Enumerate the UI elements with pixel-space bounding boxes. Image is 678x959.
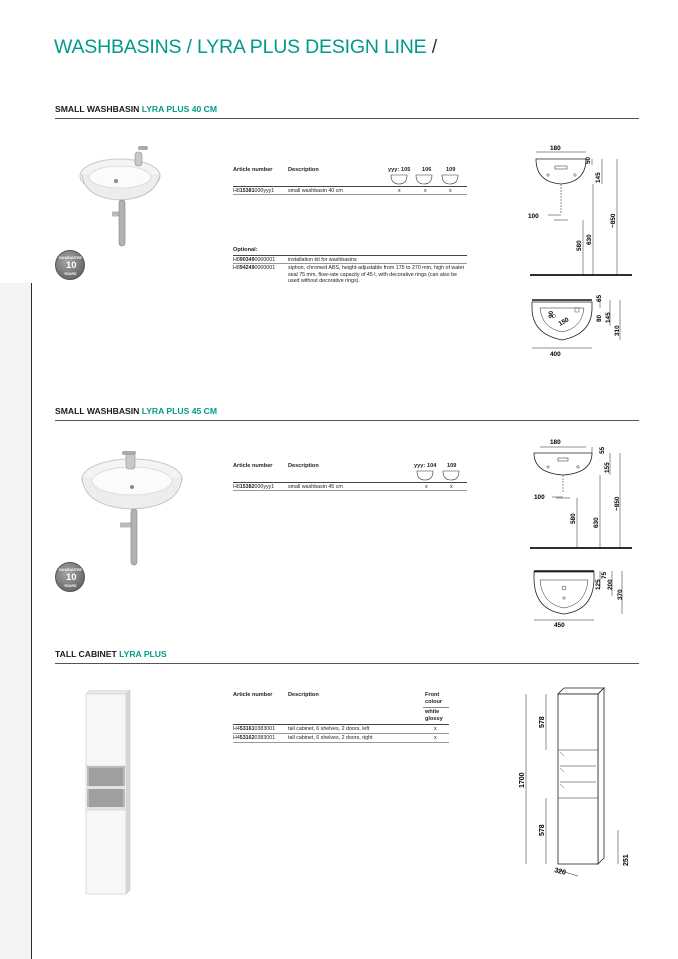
col-front-colour-header: Front colour — [425, 692, 443, 705]
col-description-header: Description — [288, 692, 319, 698]
washbasin-40-top-drawing — [520, 288, 638, 360]
row-mark: x — [434, 726, 437, 732]
dim-320: 320 — [553, 867, 567, 877]
dim-580: 580 — [570, 513, 577, 524]
variant-104: 104 — [427, 463, 437, 469]
washbasin-40-front-drawing — [520, 140, 638, 282]
col-article-header: Article number — [233, 463, 273, 469]
dim-450: 450 — [554, 622, 565, 629]
dim-630: 630 — [586, 234, 593, 245]
dim-125: 125 — [595, 579, 602, 590]
washbasin-40-image — [72, 140, 172, 252]
row-description: tall cabinet, 6 shelves, 2 doors, left — [288, 726, 370, 732]
dim-1700: 1700 — [519, 772, 526, 788]
section-title-green: LYRA PLUS 40 CM — [141, 104, 218, 114]
col-yyy-label: yyy: — [388, 167, 400, 173]
tall-cabinet-image — [84, 690, 134, 895]
guarantee-bottom-text: YEARS — [64, 272, 77, 276]
page-title-text: WASHBASINS / LYRA PLUS DESIGN LINE — [54, 36, 427, 58]
dim-65: 65 — [596, 294, 603, 302]
row-mark: x — [424, 188, 427, 194]
dim-580: 580 — [576, 240, 583, 251]
article-number: H815382000yyy1 — [233, 484, 275, 490]
guarantee-badge — [55, 250, 85, 280]
dim-80: 80 — [596, 314, 603, 322]
variant-basin-icons — [390, 174, 470, 185]
row-description: siphon, chromed ABS, height-adjustable from 175 to 270 mm, high of water seal 75 mm, flow-rate capacity of 45 l, with decorative rings (can also be used without decorative rings). — [288, 265, 465, 285]
dim-578-top: 578 — [539, 716, 546, 728]
variant-109: 109 — [447, 463, 457, 469]
dim-width-180: 180 — [550, 145, 561, 152]
article-number: H4531610383001 — [233, 726, 276, 732]
section-heading-lyra-40 — [55, 104, 639, 119]
optional-table-lyra-40 — [233, 247, 467, 287]
tall-cabinet-drawing — [508, 680, 638, 880]
table-tall-cabinet — [233, 690, 449, 743]
table-row — [233, 255, 467, 263]
dim-630: 630 — [593, 517, 600, 528]
row-description: installation kit for washbasins — [288, 257, 357, 263]
dim-75: 75 — [601, 571, 608, 579]
article-number: H4531620383001 — [233, 735, 276, 741]
row-mark: x — [449, 188, 452, 194]
variant-basin-icons — [416, 470, 470, 481]
table-row — [233, 733, 449, 742]
dim-90: 90 — [548, 310, 555, 318]
table-lyra-40 — [233, 166, 467, 195]
article-number: H8903490000001 — [233, 257, 276, 263]
dim-578-bottom: 578 — [539, 824, 546, 836]
section-title-black: SMALL WASHBASIN — [55, 406, 142, 416]
row-mark: x — [434, 735, 437, 741]
dim-50: 50 — [585, 156, 592, 164]
row-description: tall cabinet, 6 shelves, 2 doors, right — [288, 735, 373, 741]
table-row — [233, 724, 449, 733]
table-lyra-45 — [233, 462, 467, 491]
dim-850: ~850 — [614, 496, 621, 511]
table-row — [233, 482, 467, 490]
col-yyy-label: yyy: — [414, 463, 426, 469]
dim-145: 145 — [605, 312, 612, 323]
front-colour-white-glossy: white glossy — [425, 709, 443, 722]
dim-width-180: 180 — [550, 439, 561, 446]
dim-155: 155 — [604, 462, 611, 473]
section-title-black: TALL CABINET — [55, 649, 120, 659]
guarantee-top-text: GUARANTEE — [59, 256, 82, 260]
col-article-header: Article number — [233, 167, 273, 173]
dim-400: 400 — [550, 351, 561, 358]
page-title — [54, 36, 437, 59]
guarantee-bottom-text: YEARS — [64, 584, 77, 588]
article-number: H8942490000001 — [233, 265, 276, 271]
section-title-black: SMALL WASHBASIN — [55, 104, 142, 114]
guarantee-top-text: GUARANTEE — [59, 568, 82, 572]
row-mark: x — [450, 484, 453, 490]
washbasin-45-image — [74, 447, 194, 569]
dim-370: 370 — [617, 589, 624, 600]
section-heading-lyra-45 — [55, 406, 639, 421]
dim-100: 100 — [534, 494, 545, 501]
page-title-separator: / — [431, 36, 437, 58]
section-heading-tall-cabinet — [55, 649, 639, 664]
dim-251: 251 — [623, 854, 630, 866]
row-description: small washbasin 40 cm — [288, 188, 343, 194]
left-margin-strip — [0, 283, 32, 959]
optional-label: Optional: — [233, 247, 258, 253]
dim-145: 145 — [595, 172, 602, 183]
guarantee-number: 10 — [66, 572, 77, 583]
section-title-green: LYRA PLUS — [119, 649, 167, 659]
dim-100: 100 — [528, 213, 539, 220]
table-row — [233, 186, 467, 194]
dim-55: 55 — [599, 446, 606, 454]
section-title-green: LYRA PLUS 45 CM — [141, 406, 218, 416]
variant-106: 106 — [422, 167, 432, 173]
guarantee-badge — [55, 562, 85, 592]
row-description: small washbasin 45 cm — [288, 484, 343, 490]
col-description-header: Description — [288, 167, 319, 173]
col-article-header: Article number — [233, 692, 273, 698]
col-description-header: Description — [288, 463, 319, 469]
variant-109: 109 — [446, 167, 456, 173]
guarantee-number: 10 — [66, 260, 77, 271]
article-number: H815381000yyy1 — [233, 188, 275, 194]
washbasin-45-top-drawing — [520, 566, 638, 630]
dim-200: 200 — [607, 579, 614, 590]
variant-105: 105 — [401, 167, 411, 173]
dim-150: 150 — [557, 316, 571, 328]
washbasin-45-front-drawing — [520, 435, 638, 553]
dim-850: ~850 — [610, 213, 617, 228]
row-mark: x — [425, 484, 428, 490]
table-row — [233, 263, 467, 287]
dim-310: 310 — [614, 325, 621, 336]
row-mark: x — [398, 188, 401, 194]
